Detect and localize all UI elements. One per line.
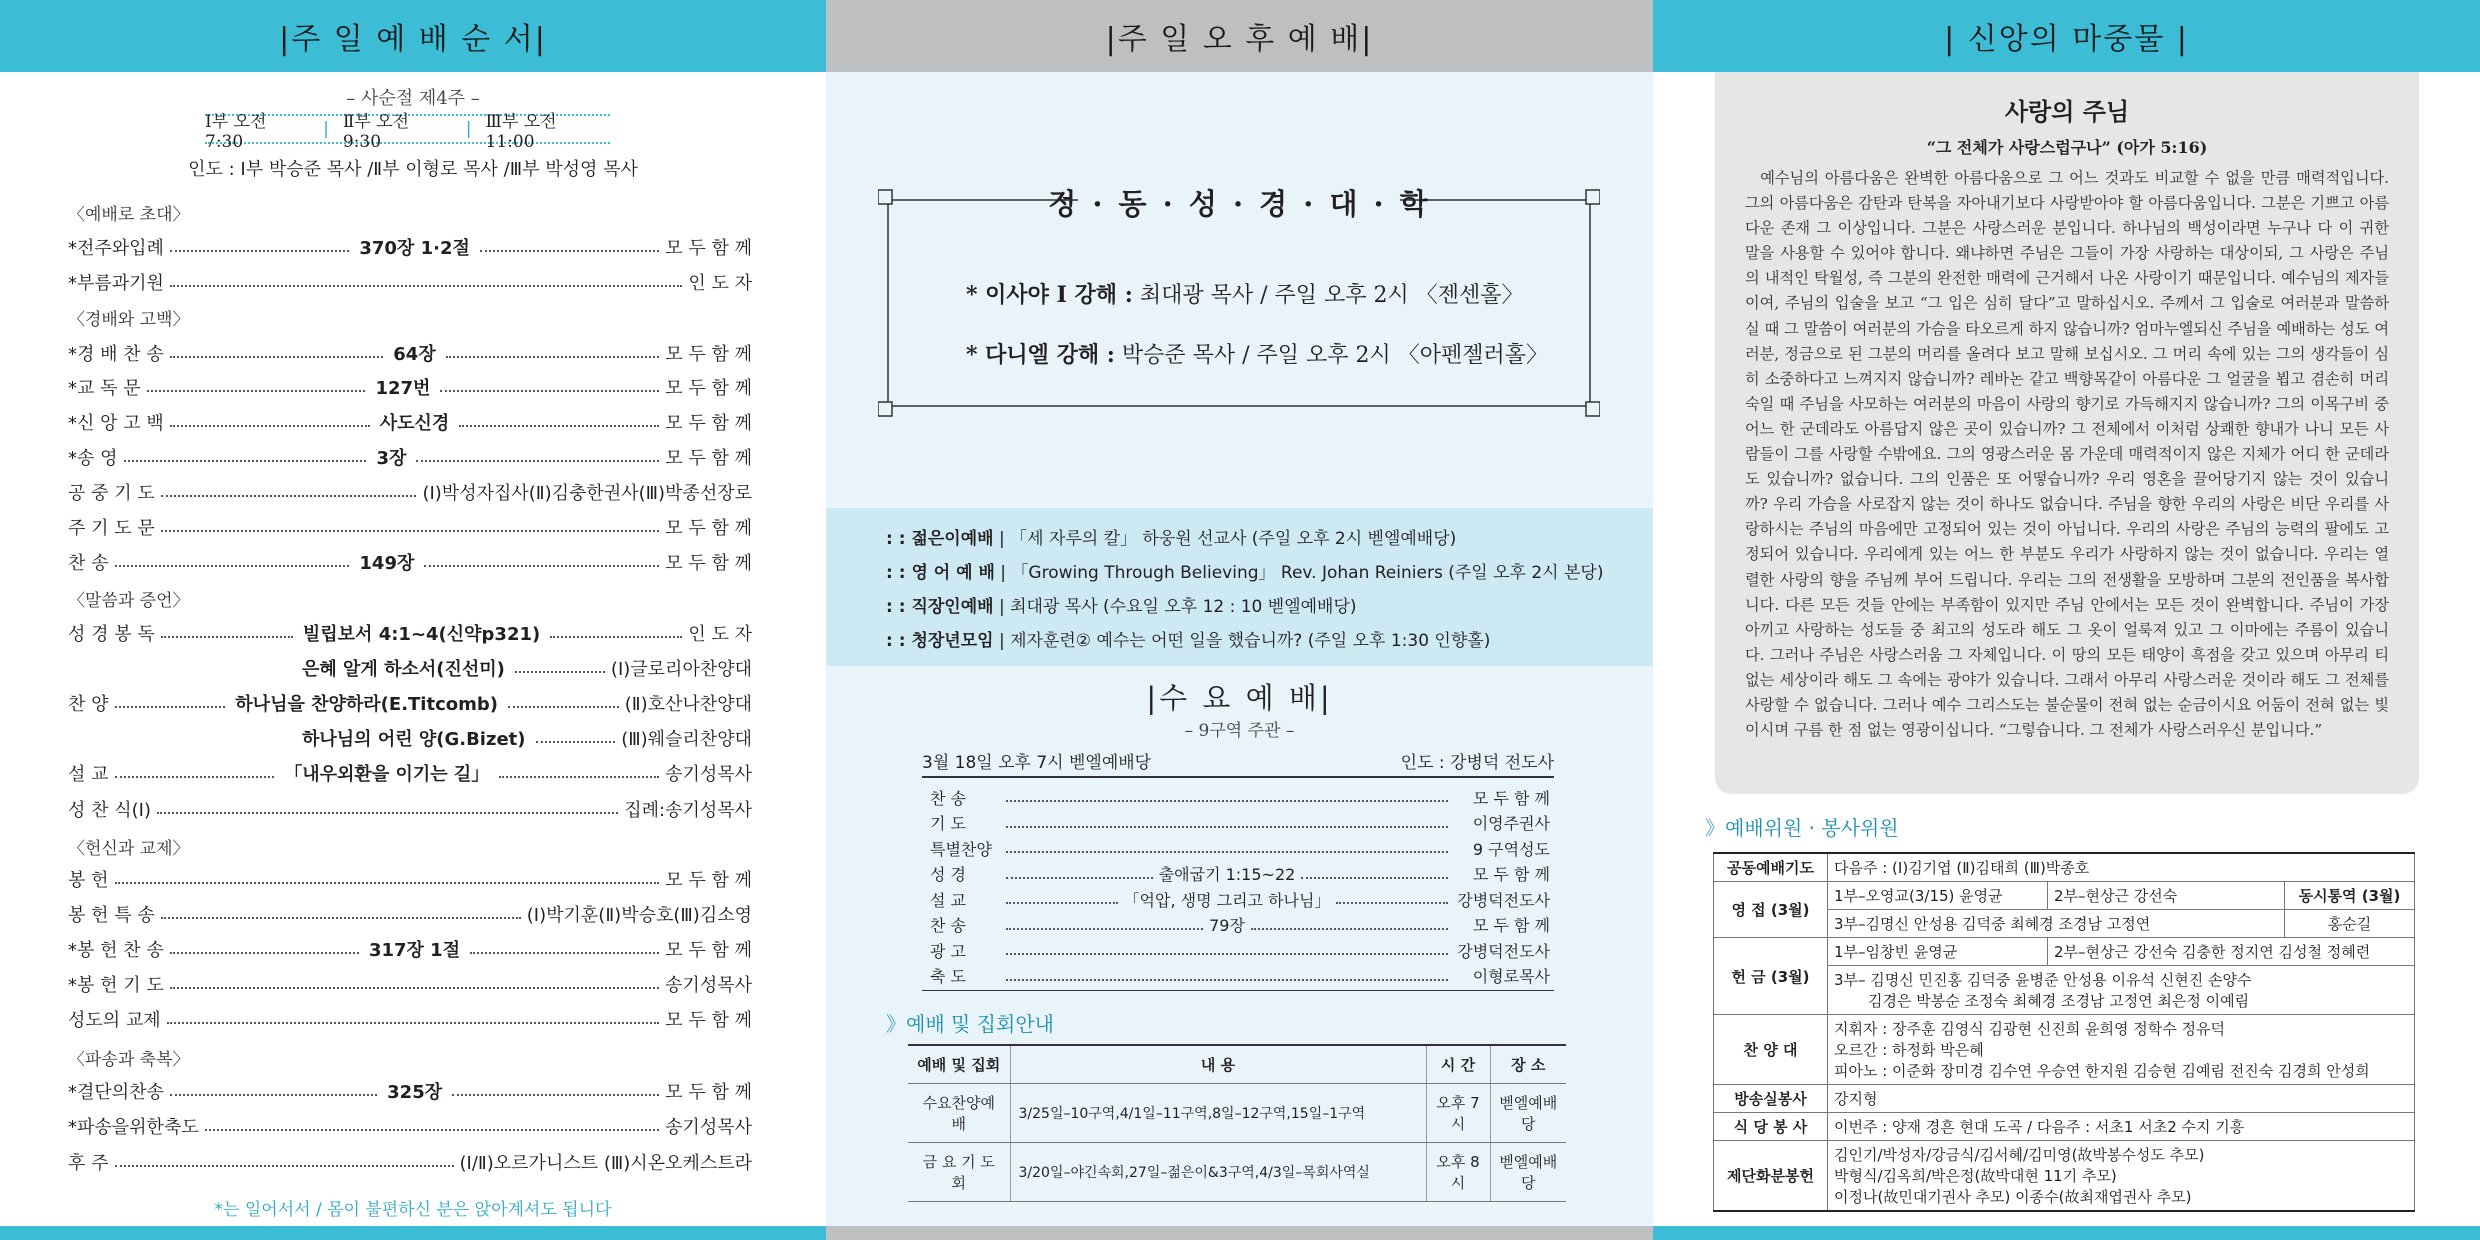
leader-dots: [147, 390, 366, 392]
notice-text: 제자훈련② 예수는 어떤 일을 했습니까? (주일 오후 1:30 인향홀): [1010, 631, 1491, 651]
order-item-name: 찬 송: [68, 553, 109, 574]
leader-dots: [115, 1165, 454, 1167]
leader-dots: [480, 250, 659, 252]
order-row: [68, 756, 752, 790]
leader-dots: [1006, 953, 1448, 955]
order-item-person: 모 두 함 께: [665, 448, 753, 469]
order-item-person: 모 두 함 께: [665, 378, 753, 399]
order-item-detail: 「내우외환을 이기는 길」: [284, 764, 490, 785]
section-invitation: 〈예배로 초대〉: [68, 205, 190, 225]
service-time-3: Ⅲ부 오전 11:00: [485, 111, 557, 152]
lecture-daniel: * 다니엘 강해 : 박승준 목사 / 주일 오후 2시 〈아펜젤러홀〉: [966, 342, 1549, 368]
wednesday-row: [930, 810, 1550, 836]
leader-dots: [1006, 928, 1203, 930]
order-row: [68, 721, 752, 755]
leader-dots: [124, 460, 367, 462]
order-item-detail: 사도신경: [379, 413, 450, 434]
leader-dots: [1006, 851, 1448, 853]
leader-dots: [170, 250, 349, 252]
order-item-person: 모 두 함 께: [665, 1010, 752, 1031]
afternoon-worship-panel: [826, 0, 1653, 1240]
order-item-name: 주 기 도 문: [68, 518, 155, 539]
order-item-name: *봉 헌 기 도: [68, 975, 164, 996]
order-row: [68, 230, 752, 264]
wednesday-item-person: 모 두 함 께: [1472, 865, 1551, 884]
order-item-detail: 은혜 알게 하소서(진선미): [302, 659, 505, 680]
wednesday-item-name: 축 도: [930, 967, 966, 986]
leader-dots: [205, 1129, 659, 1131]
essay-box: [1715, 72, 2419, 794]
devotional-panel: [1653, 0, 2480, 1240]
order-item-detail: 3장: [376, 448, 407, 469]
wednesday-row: [930, 963, 1550, 989]
wednesday-row: [930, 861, 1550, 887]
table-row: 공동예배기도 다음주 : (Ⅰ)김기엽 (Ⅱ)김태희 (Ⅲ)박종호: [1714, 853, 2415, 882]
leader-dots: [440, 390, 659, 392]
order-row: [68, 336, 752, 370]
leader-dots: [446, 356, 660, 358]
order-row: [68, 370, 752, 404]
order-item-detail: 하나님의 어린 양(G.Bizet): [302, 729, 526, 750]
order-row: [68, 440, 752, 474]
schedule-header-row: 예배 및 집회 내 용 시 간 장 소: [908, 1045, 1566, 1084]
order-item-name: 봉 헌 특 송: [68, 905, 155, 926]
notice-text: 최대광 목사 (수요일 오후 12 : 10 벧엘예배당): [1010, 597, 1357, 617]
divider: [922, 990, 1554, 991]
table-row: 헌 금 (3월) 1부–임창빈 윤영균 2부–현상근 강선숙 김충한 정지연 김성철 정혜련: [1714, 938, 2415, 966]
wednesday-item-detail: 「억압, 생명 그리고 하나님」: [1123, 890, 1331, 910]
leader-dots: [499, 776, 659, 778]
order-item-person: (Ⅰ)박성자집사(Ⅱ)김충한권사(Ⅲ)박종선장로: [422, 483, 752, 504]
wednesday-item-person: 9 구역성도: [1472, 839, 1550, 859]
order-item-person: 모 두 함 께: [665, 553, 752, 574]
wednesday-item-person: 이형로목사: [1472, 967, 1550, 986]
order-item-person: (Ⅰ)박기훈(Ⅱ)박승호(Ⅲ)김소영: [526, 905, 752, 926]
leader-dots: [170, 285, 682, 287]
leader-dots: [459, 425, 659, 427]
order-item-person: 모 두 함 께: [665, 940, 753, 961]
order-item-detail: 127번: [375, 378, 431, 399]
leader-dots: [1336, 902, 1448, 904]
leader-dots: [170, 1094, 377, 1096]
leaders-line: 인도 : Ⅰ부 박승준 목사 /Ⅱ부 이형로 목사 /Ⅲ부 박성영 목사: [188, 159, 638, 180]
leader-dots: [1006, 979, 1448, 981]
order-item-person: 인 도 자: [688, 273, 752, 294]
wednesday-item-detail: 79장: [1209, 916, 1245, 935]
notice-label: 직장인예배: [911, 597, 994, 617]
order-item-person: 모 두 함 께: [665, 518, 752, 539]
panel-header: |주 일 예 배 순 서|: [0, 0, 826, 72]
wednesday-info: [922, 744, 1554, 778]
order-item-detail: 325장: [387, 1082, 443, 1103]
order-item-name: 설 교: [68, 764, 109, 785]
order-item-detail: 빌립보서 4:1~4(신약p321): [302, 624, 541, 645]
notice-item: : : 직장인예배 | 최대광 목사 (수요일 오후 12 : 10 벧엘예배당): [886, 597, 1357, 617]
schedule-title: 》예배 및 집회안내: [886, 1012, 1054, 1036]
wednesday-item-name: 성 경: [930, 865, 966, 884]
leader-dots: [452, 1094, 659, 1096]
essay-body: 예수님의 아름다움은 완벽한 아름다움으로 그 어느 것과도 비교할 수 없을 만큼 매력적입니다. 그의 아름다움은 감탄과 탄복을 자아내기보다 사랑받아야 할 아름다움입니다. 그분은 기쁘고 아름다운 존재 그 이상입니다. 그분은 사랑스러운 분입니다. 하나님의 백성이라면 누구나 다 이 귀한 말을 사용할 수 있어야 합니다. 왜냐하면 주님은 그들이 가장 사랑하는 대상이되, 그 사랑은 주님의 내적인 탁월성, 즉 그분의 완전한 매력에 근거해서 나온 사랑이기 때문입니다. 예수님의 제자들이여, 주님의 입술을 보고 “그 입은 심히 달다”고 말하십시오. 주께서 그 입술로 여러분과 말씀하실 때 그 말씀이 여러분의 가슴을 타오르게 하지 않습니까? 엄마누엘되신 주님을 예배하는 성도 여러분, 정금으로 된 그분의 머리를 올려다 보고 말해 보십시오. 그 머리 속에 있는 그의 생각들이 심히 소중하다고 느껴지지 않습니까? 레바논 같고 백향목같이 아름다운 그 얼굴을 뵙고 겸손히 머리 숙일 때 주님을 사모하는 여러분의 마음이 사랑의 향기로 가득해지지 않습니까? 그의 이목구비 중 어느 한 군데라도 아름답지 않은 곳이 있습니까? 그 전체에서 이처럼 상쾌한 향내가 나니 모든 사람들이 그를 사랑할 수밖에요. 그의 영광스러운 몸 가운데 매력적이지 않은 지체가 어디 한 군데라도 있습니까? 없습니다. 그의 인품은 또 어떻습니까? 우리 영혼을 끌어당기지 않는 것이 있습니까? 우리 가슴을 사로잡지 않는 것이 하나도 없습니다. 주님을 향한 우리의 사랑은 비단 우리를 사랑하시는 주님의 마음에만 고정되어 있는 것이 아닙니다. 우리의 사랑은 주님의 능력의 팔에도 고정되어 있습니다. 우리에게 있는 어느 한 부분도 우리가 사랑하지 않는 것이 없습니다. 우리는 열렬한 사랑의 향을 주님께 부어 드립니다. 우리는 그의 전생활을 모방하며 그분의 전인품을 복사합니다. 다른 모든 것들 안에는 부족함이 있지만 주님 안에서는 모든 것이 완벽합니다. 주님이 가장 아끼고 사랑하는 성도들 중 최고의 성도라 해도 그 옷이 얼룩져 있고 그 이마에는 주름이 있습니다. 그러나 주님은 사랑스러움 그 자체입니다. 이 땅의 모든 태양이 흑점을 갖고 있으며 아무리 티없는 세상이라 해도 그 속에는 광야가 있습니다. 그래서 아무리 사랑스러운 것이라 해도 그 전체를 사랑할 수 없습니다. 그러나 예수 그리스도는 불순물이 전혀 없는 순금이시요 어둠이 전혀 없는 빛이시며 구름 한 점 없는 영광이십니다. “그렇습니다. 그 전체가 사랑스러우신 분입니다.”: [1745, 169, 2389, 740]
schedule-table: [908, 1044, 1566, 1202]
order-row: [68, 405, 752, 439]
order-row: [68, 1002, 752, 1036]
leader-dots: [167, 1022, 660, 1024]
order-item-name: 성 찬 식(Ⅰ): [68, 800, 151, 821]
wednesday-item-detail: 출애굽기 1:15~22: [1158, 865, 1296, 884]
order-item-name: *파송을위한축도: [68, 1117, 199, 1138]
wednesday-item-name: 특별찬양: [930, 839, 992, 859]
notice-text: 「Growing Through Believing」 Rev. Johan Reiniers (주일 오후 2시 본당): [1011, 563, 1604, 583]
order-item-person: (Ⅲ)웨슬리찬양대: [621, 729, 752, 750]
order-item-person: (Ⅰ)글로리아찬양대: [610, 659, 752, 680]
order-item-person: (Ⅱ)호산나찬양대: [624, 694, 753, 715]
order-row: [68, 1109, 752, 1143]
volunteers-table: [1713, 852, 2415, 1212]
order-row: [68, 792, 752, 826]
wednesday-host: – 9구역 주관 –: [1184, 721, 1295, 741]
order-item-detail: 317장 1절: [368, 940, 461, 961]
wednesday-item-person: 강병덕전도사: [1457, 941, 1550, 961]
order-item-detail: 64장: [393, 344, 436, 365]
wednesday-item-person: 모 두 함 께: [1472, 916, 1551, 935]
wednesday-item-name: 기 도: [930, 814, 966, 833]
order-item-detail: 하나님을 찬양하라(E.Titcomb): [235, 694, 498, 715]
notice-label: 청장년모임: [911, 631, 994, 651]
wednesday-row: [930, 886, 1550, 912]
leader-dots: [1006, 877, 1153, 879]
notice-item: : : 청장년모임 | 제자훈련② 예수는 어떤 일을 했습니까? (주일 오후 1:30 인향홀): [886, 631, 1491, 651]
bottom-bar: [1653, 1226, 2480, 1240]
leader-dots: [416, 460, 659, 462]
wednesday-row: [930, 784, 1550, 810]
notice-label: 젊은이예배: [911, 529, 994, 549]
leader-dots: [424, 565, 659, 567]
wednesday-row: [930, 912, 1550, 938]
order-row: [68, 545, 752, 579]
season-label: – 사순절 제4주 –: [346, 88, 480, 109]
section-sending: 〈파송과 축복〉: [68, 1050, 190, 1070]
leader-dots: [161, 636, 293, 638]
leader-dots: [157, 812, 618, 814]
leader-dots: [508, 706, 619, 708]
order-row: [68, 475, 752, 509]
leader-dots: [1301, 877, 1448, 879]
order-item-name: *결단의찬송: [68, 1082, 164, 1103]
leader-dots: [515, 671, 605, 673]
leader-dots: [1006, 826, 1448, 828]
order-item-person: 인 도 자: [688, 624, 752, 645]
table-row: 3부– 김명신 민진홍 김덕중 윤병준 안성용 이유석 신현진 손양수 김경은 박봉순 조정숙 최혜경 조경남 고정연 최은정 이예림: [1714, 966, 2415, 1015]
order-item-name: *경 배 찬 송: [68, 344, 164, 365]
order-item-name: *송 영: [68, 448, 118, 469]
wednesday-item-name: 광 고: [930, 941, 966, 961]
order-row: [68, 510, 752, 544]
wednesday-row: [930, 835, 1550, 861]
leader-dots: [536, 741, 616, 743]
leader-dots: [115, 565, 350, 567]
lecture-isaiah: * 이사야 Ⅰ 강해 : 최대광 목사 / 주일 오후 2시 〈젠센홀〉: [966, 282, 1524, 308]
order-item-person: 송기성목사: [665, 1117, 752, 1138]
order-row: [68, 862, 752, 896]
order-item-person: 모 두 함 께: [665, 238, 752, 259]
notice-item: : : 영 어 예 배 | 「Growing Through Believing」 Rev. Johan Reiniers (주일 오후 2시 본당): [886, 563, 1604, 583]
table-row: 영 접 (3월) 1부–오영교(3/15) 윤영균 2부–현상근 강선숙 동시통역 (3월): [1714, 882, 2415, 910]
order-row: [68, 686, 752, 720]
notice-item: : : 젊은이예배 | 「세 자루의 칼」 하웅원 선교사 (주일 오후 2시 벧엘예배당): [886, 529, 1457, 549]
bottom-bar: [826, 1226, 1653, 1240]
leader-dots: [115, 706, 226, 708]
order-row: [68, 897, 752, 931]
order-item-person: 송기성목사: [665, 764, 753, 785]
section-word-testimony: 〈말씀과 증언〉: [68, 591, 190, 611]
table-row: 3부–김명신 안성용 김덕중 최혜경 조경남 고정연 홍순길: [1714, 910, 2415, 938]
table-row: 식 당 봉 사 이번주 : 양재 경흔 현대 도곡 / 다음주 : 서초1 서초2 수지 기흥: [1714, 1113, 2415, 1141]
leader-dots: [1251, 928, 1448, 930]
order-row: [68, 967, 752, 1001]
panel-header: |주 일 오 후 예 배|: [826, 0, 1653, 72]
section-worship-confession: 〈경배와 고백〉: [68, 310, 190, 330]
leader-dots: [1006, 902, 1118, 904]
table-row: 방송실봉사 강지형: [1714, 1085, 2415, 1113]
wednesday-leader: 인도 : 강병덕 전도사: [1400, 752, 1554, 773]
table-row: 제단화분봉헌 김인기/박성자/강금식/김서혜/김미영(故박봉수성도 추모) 박형식/김옥희/박은정(故박대현 11기 추모) 이정나(故민대기권사 추모) 이종수(故최재엽권사 추모): [1714, 1141, 2415, 1212]
bottom-bar: [0, 1226, 826, 1240]
order-item-name: 성도의 교제: [68, 1010, 161, 1031]
order-item-name: *부름과기원: [68, 273, 164, 294]
notice-text: 「세 자루의 칼」 하웅원 선교사 (주일 오후 2시 벧엘예배당): [1010, 529, 1457, 549]
table-row: 수요찬양예배 3/25일–10구역,4/1일–11구역,8일–12구역,15일–1구역 오후 7시 벧엘예배당: [908, 1084, 1566, 1143]
order-item-name: *전주와입례: [68, 238, 164, 259]
section-dedication: 〈헌신과 교제〉: [68, 839, 190, 859]
wednesday-item-person: 모 두 함 께: [1472, 788, 1550, 808]
leader-dots: [470, 952, 659, 954]
leader-dots: [550, 636, 682, 638]
order-item-person: 송기성목사: [665, 975, 752, 996]
bible-school-title: 정 · 동 · 성 · 경 · 대 · 학: [1048, 187, 1431, 221]
order-item-person: (Ⅰ/Ⅱ)오르가니스트 (Ⅲ)시온오케스트라: [459, 1153, 752, 1174]
order-item-person: 모 두 함 께: [665, 413, 752, 434]
order-item-name: 찬 양: [68, 694, 109, 715]
order-row: [68, 265, 752, 299]
essay-subtitle: “그 전체가 사랑스럽구나” (아가 5:16): [1926, 138, 2208, 157]
footnote: *는 일어서서 / 몸이 불편하신 분은 앉아계셔도 됩니다: [214, 1200, 612, 1220]
service-time-2: Ⅱ부 오전 9:30: [342, 111, 410, 152]
order-item-name: *봉 헌 찬 송: [68, 940, 164, 961]
leader-dots: [170, 987, 659, 989]
order-item-name: 후 주: [68, 1153, 109, 1174]
leader-dots: [170, 952, 359, 954]
order-item-name: 성 경 봉 독: [68, 624, 155, 645]
order-row: [68, 932, 752, 966]
leader-dots: [170, 425, 370, 427]
order-item-name: 공 중 기 도: [68, 483, 155, 504]
service-times: Ⅰ부 오전 7:30 | Ⅱ부 오전 9:30 | Ⅲ부 오전 11:00: [205, 114, 610, 144]
order-item-detail: 370장 1·2절: [359, 238, 470, 259]
order-item-name: *교 독 문: [68, 378, 141, 399]
leader-dots: [115, 776, 275, 778]
wednesday-item-name: 찬 송: [930, 788, 966, 808]
essay-title: 사랑의 주님: [2004, 98, 2130, 126]
order-row: [68, 651, 752, 685]
order-item-name: 봉 헌: [68, 870, 109, 891]
order-item-name: *신 앙 고 백: [68, 413, 164, 434]
order-item-detail: 149장: [359, 553, 415, 574]
wednesday-item-name: 설 교: [930, 890, 966, 910]
notice-label: 영 어 예 배: [911, 563, 995, 583]
volunteers-title: 》예배위원 · 봉사위원: [1705, 816, 1899, 840]
order-item-person: 모 두 함 께: [665, 344, 752, 365]
wednesday-title: |수 요 예 배|: [1146, 681, 1333, 715]
worship-order-panel: [0, 0, 826, 1240]
order-item-person: 모 두 함 께: [665, 1082, 753, 1103]
service-time-1: Ⅰ부 오전 7:30: [205, 111, 267, 152]
wednesday-item-person: 이영주권사: [1472, 814, 1550, 833]
order-row: [68, 616, 752, 650]
leader-dots: [115, 882, 660, 884]
leader-dots: [161, 530, 660, 532]
panel-header: | 신앙의 마중물 |: [1653, 0, 2480, 72]
order-row: [68, 1074, 752, 1108]
table-row: 금 요 기 도 회 3/20일–야긴속회,27일–젊은이&3구역,4/3일–목회사역실 오후 8시 벧엘예배당: [908, 1143, 1566, 1202]
wednesday-date: 3월 18일 오후 7시 벧엘예배당: [922, 752, 1152, 773]
wednesday-item-name: 찬 송: [930, 916, 966, 935]
leader-dots: [161, 917, 521, 919]
leader-dots: [161, 495, 417, 497]
wednesday-row: [930, 937, 1550, 963]
order-row: [68, 1145, 752, 1179]
table-row: 찬 양 대 지휘자 : 장주훈 김영식 김광현 신진희 윤희영 정학수 정유덕 오르간 : 하정화 박은혜 피아노 : 이준화 장미경 김수연 우승연 한지원 김승현 김예림 전진숙 김경희 안성희: [1714, 1015, 2415, 1085]
leader-dots: [1006, 800, 1448, 802]
order-item-person: 집례:송기성목사: [624, 800, 752, 821]
leader-dots: [170, 356, 384, 358]
wednesday-item-person: 강병덕전도사: [1457, 890, 1550, 910]
order-item-person: 모 두 함 께: [665, 870, 752, 891]
